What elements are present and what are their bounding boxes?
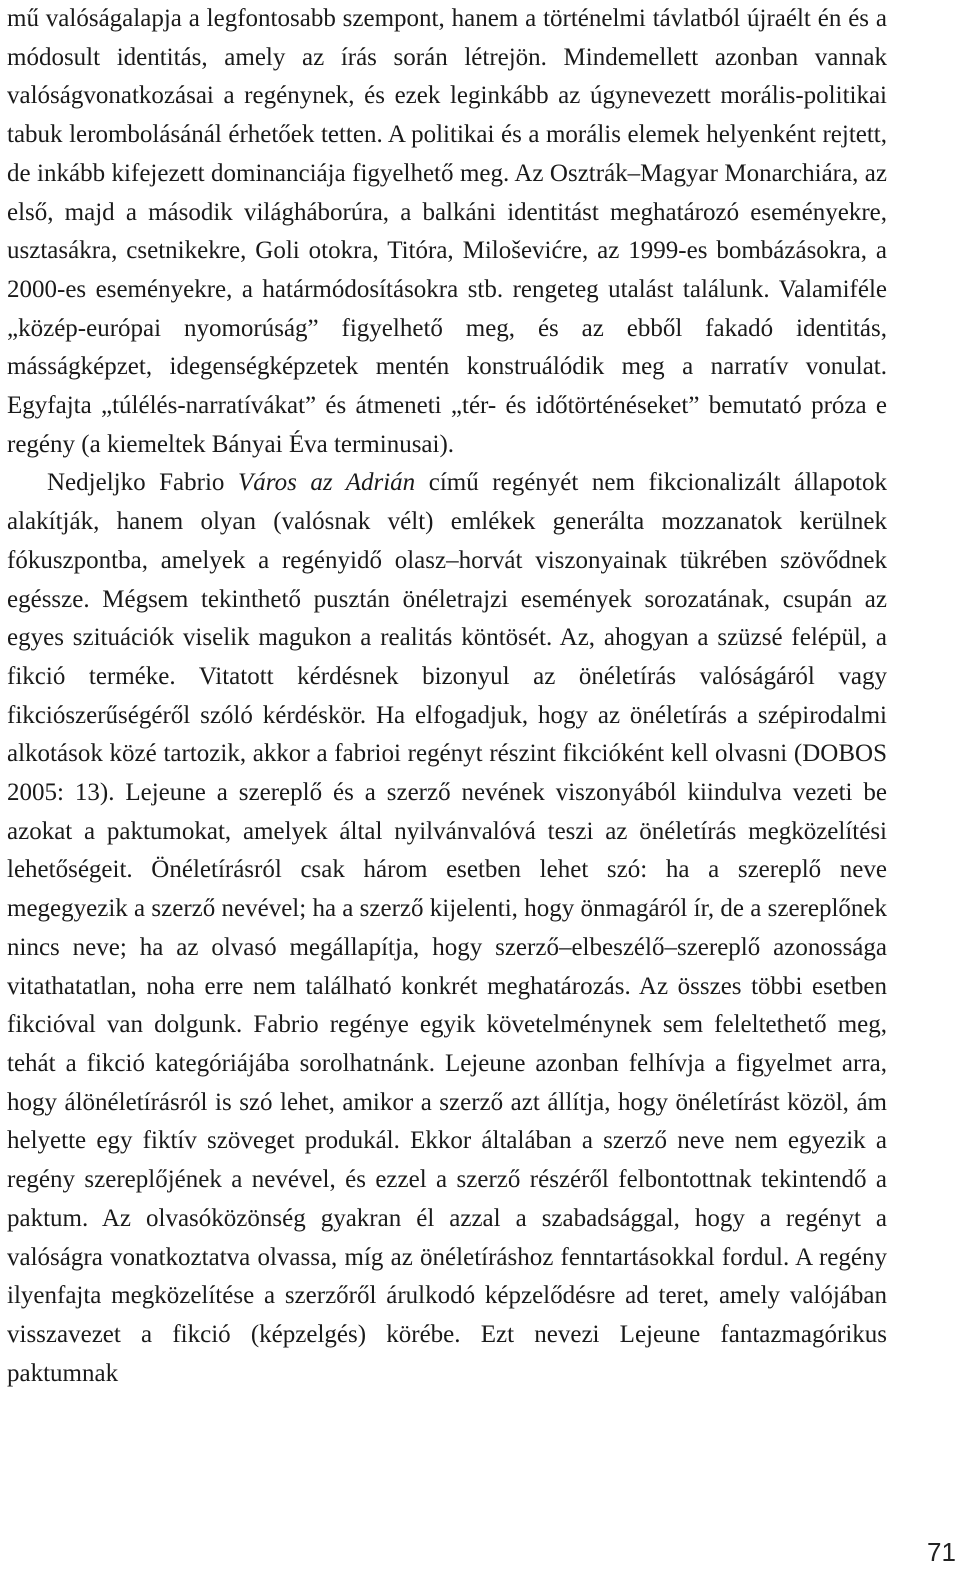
paragraph-1 — [7, 0, 887, 464]
page-body — [7, 0, 887, 1393]
book-title-reference: Város az Adrián — [238, 469, 416, 497]
paragraph-2-text-start: Nedjeljko Fabrio — [47, 469, 238, 497]
paragraph-2 — [7, 464, 887, 1393]
paragraph-2-text-rest: című regényét nem fikcionalizált állapotok alakítják, hanem olyan (valósnak vélt) emlékek generálta mozzanatok kerülnek fókuszpontba, amelyek a regényidő olasz–horvát viszonyainak tükrében szövődnek egéssze. Mégsem tekinthető pusztán önéletrajzi események sorozatának, csupán az egyes szituációk viselik magukon a realitás köntösét. Az, ahogyan a szüzsé felépül, a fikció terméke. Vitatott kérdésnek bizonyul az önéletírás valóságáról vagy fikciószerűségéről szóló kérdéskör. Ha elfogadjuk, hogy az önéletírás a szépirodalmi alkotások közé tartozik, akkor a fabrioi regényt részint fikcióként kell olvasni (DOBOS 2005: 13). Lejeune a szereplő és a szerző nevének viszonyából kiindulva vezeti be azokat a paktumokat, amelyek által nyilvánvalóvá teszi az önéletírás megközelítési lehetőségeit. Önéletírásról csak három esetben lehet szó: ha a szereplő neve megegyezik a szerző nevével; ha a szerző kijelenti, hogy önmagáról ír, de a szereplőnek nincs neve; ha az olvasó megállapítja, hogy szerző–elbeszélő–szereplő azonossága vitathatatlan, noha erre nem található konkrét meghatározás. Az összes többi esetben fikcióval van dolgunk. Fabrio regénye egyik követelménynek sem feleltethető meg, tehát a fikció kategóriájába sorolhatnánk. Lejeune azonban felhívja a figyelmet arra, hogy álönéletírásról is szó lehet, amikor a szerző azt állítja, hogy önéletírást közöl, ám helyette egy fiktív szöveget produkál. Ekkor általában a szerző neve nem egyezik a regény szereplőjének a nevével, és ezzel a szerző részéről felbontottnak tekintendő a paktum. Az olvasóközönség gyakran él azzal a szabadsággal, hogy a regényt a valóságra vonatkoztatva olvassa, míg az önéletíráshoz fenntartásokkal fordul. A regény ilyenfajta megközelítése a szerzőről árulkodó képzelődésre ad teret, amely valójában visszavezet a fikció (képzelgés) körébe. Ezt nevezi Lejeune fantazmagórikus paktumnak — [7, 469, 888, 1387]
paragraph-1-text: mű valóságalapja a legfontosabb szempont, hanem a történelmi távlatból újraélt én és a módosult identitás, amely az írás során létrejön. Mindemellett azonban vannak valóságvonatkozásai a regénynek, és ezek leginkább az úgynevezett morális-politikai tabuk lerombolásánál érhetőek tetten. A politikai és a morális elemek helyenként rejtett, de inkább kifejezett dominanciája figyelhető meg. Az Osztrák–Magyar Monarchiára, az első, majd a második világháborúra, a balkáni identitást meghatározó eseményekre, usztasákra, csetnikekre, Goli otokra, Titóra, Miloševićre, az 1999-es bombázásokra, a 2000-es eseményekre, a határmódosításokra stb. rengeteg utalást találunk. Valamiféle „közép-európai nyomorúság” figyelhető meg, és az ebből fakadó identitás, másságképzet, idegenségképzetek mentén konstruálódik meg a narratív vonulat. Egyfajta „túlélés-narratívákat” és átmeneti „tér- és időtörténéseket” bemutató próza e regény (a kiemeltek Bányai Éva terminusai). — [7, 5, 887, 458]
page-number: 71 — [927, 1537, 956, 1567]
